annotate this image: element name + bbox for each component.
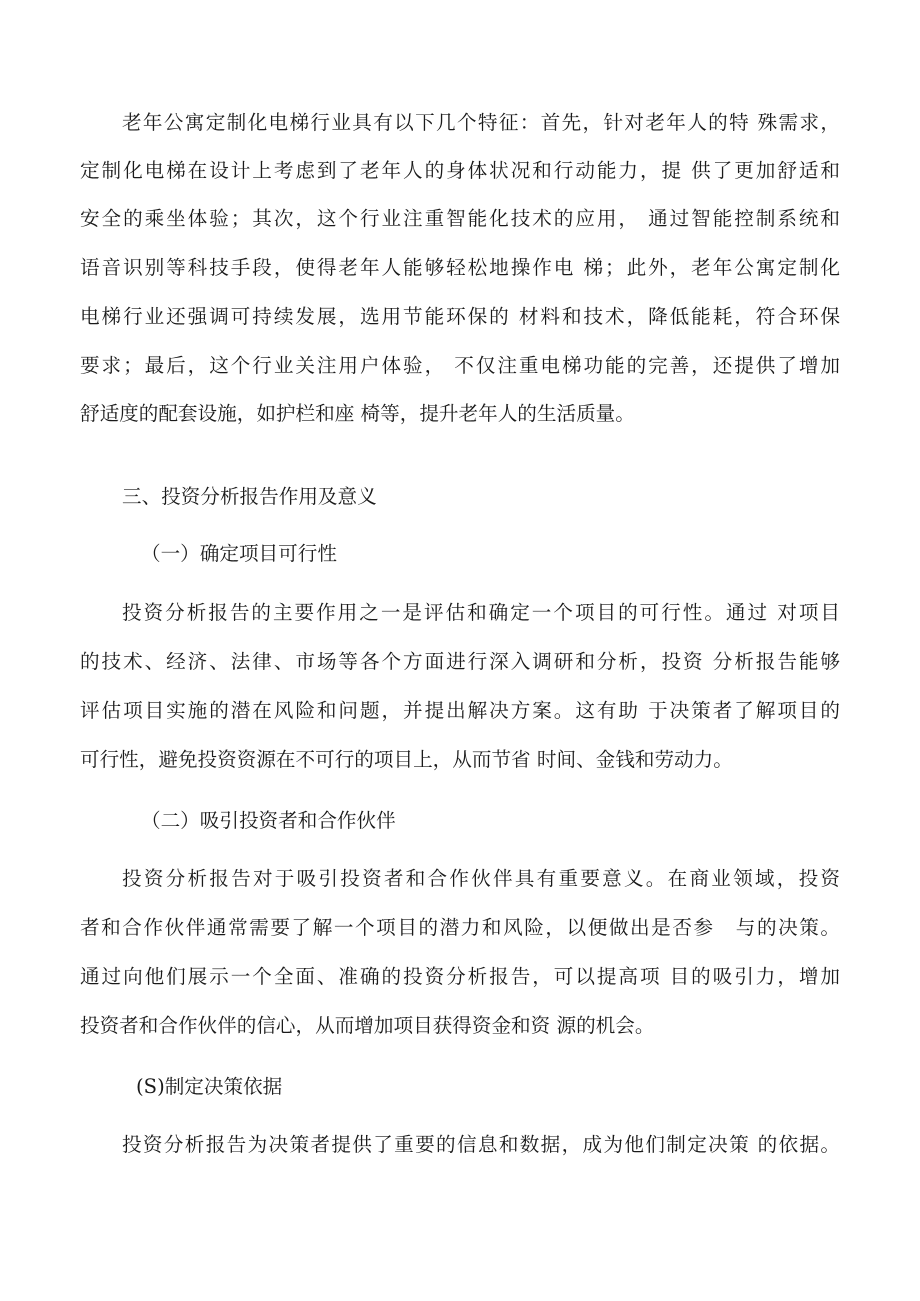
- para1-line-1: 老年公寓定制化电梯行业具有以下几个特征：首先，针对老年人的特 殊需求，: [122, 111, 840, 134]
- para1-line-3: 安全的乘坐体验；其次，这个行业注重智能化技术的应用， 通过智能控制系统和: [80, 207, 840, 230]
- para1-line-7: 舒适度的配套设施，如护栏和座 椅等，提升老年人的生活质量。: [80, 402, 635, 425]
- para1-line-4: 语音识别等科技手段，使得老年人能够轻松地操作电 梯；此外，老年公寓定制化: [80, 256, 840, 279]
- sub2-line-4: 投资者和合作伙伴的信心，从而增加项目获得资金和资 源的机会。: [80, 1014, 655, 1037]
- sub3-line-1: 投资分析报告为决策者提供了重要的信息和数据，成为他们制定决策 的依据。: [122, 1133, 840, 1156]
- sub2-line-1: 投资分析报告对于吸引投资者和合作伙伴具有重要意义。在商业领域，投资: [122, 867, 840, 890]
- sub1-line-3: 评估项目实施的潜在风险和问题，并提出解决方案。这有助 于决策者了解项目的: [80, 699, 840, 722]
- subsection-1-heading: （一）确定项目可行性: [141, 542, 337, 565]
- sub1-line-4: 可行性，避免投资资源在不可行的项目上，从而节省 时间、金钱和劳动力。: [80, 748, 733, 771]
- para1-line-5: 电梯行业还强调可持续发展，选用节能环保的 材料和技术，降低能耗，符合环保: [80, 305, 840, 328]
- sub2-line-3: 通过向他们展示一个全面、准确的投资分析报告，可以提高项 目的吸引力，增加: [80, 965, 840, 988]
- para1-line-2: 定制化电梯在设计上考虑到了老年人的身体状况和行动能力，提 供了更加舒适和: [80, 159, 840, 182]
- subsection-3-heading: (S)制定决策依据: [136, 1075, 283, 1098]
- sub2-line-2: 者和合作伙伴通常需要了解一个项目的潜力和风险，以便做出是否参 与的决策。: [80, 916, 840, 939]
- sub1-line-2: 的技术、经济、法律、市场等各个方面进行深入调研和分析，投资 分析报告能够: [80, 650, 840, 673]
- subsection-2-heading: （二）吸引投资者和合作伙伴: [141, 809, 396, 832]
- para1-line-6: 要求；最后，这个行业关注用户体验， 不仅注重电梯功能的完善，还提供了增加: [80, 354, 840, 377]
- section-3-heading: 三、投资分析报告作用及意义: [122, 485, 377, 508]
- sub1-line-1: 投资分析报告的主要作用之一是评估和确定一个项目的可行性。通过 对项目: [122, 601, 840, 624]
